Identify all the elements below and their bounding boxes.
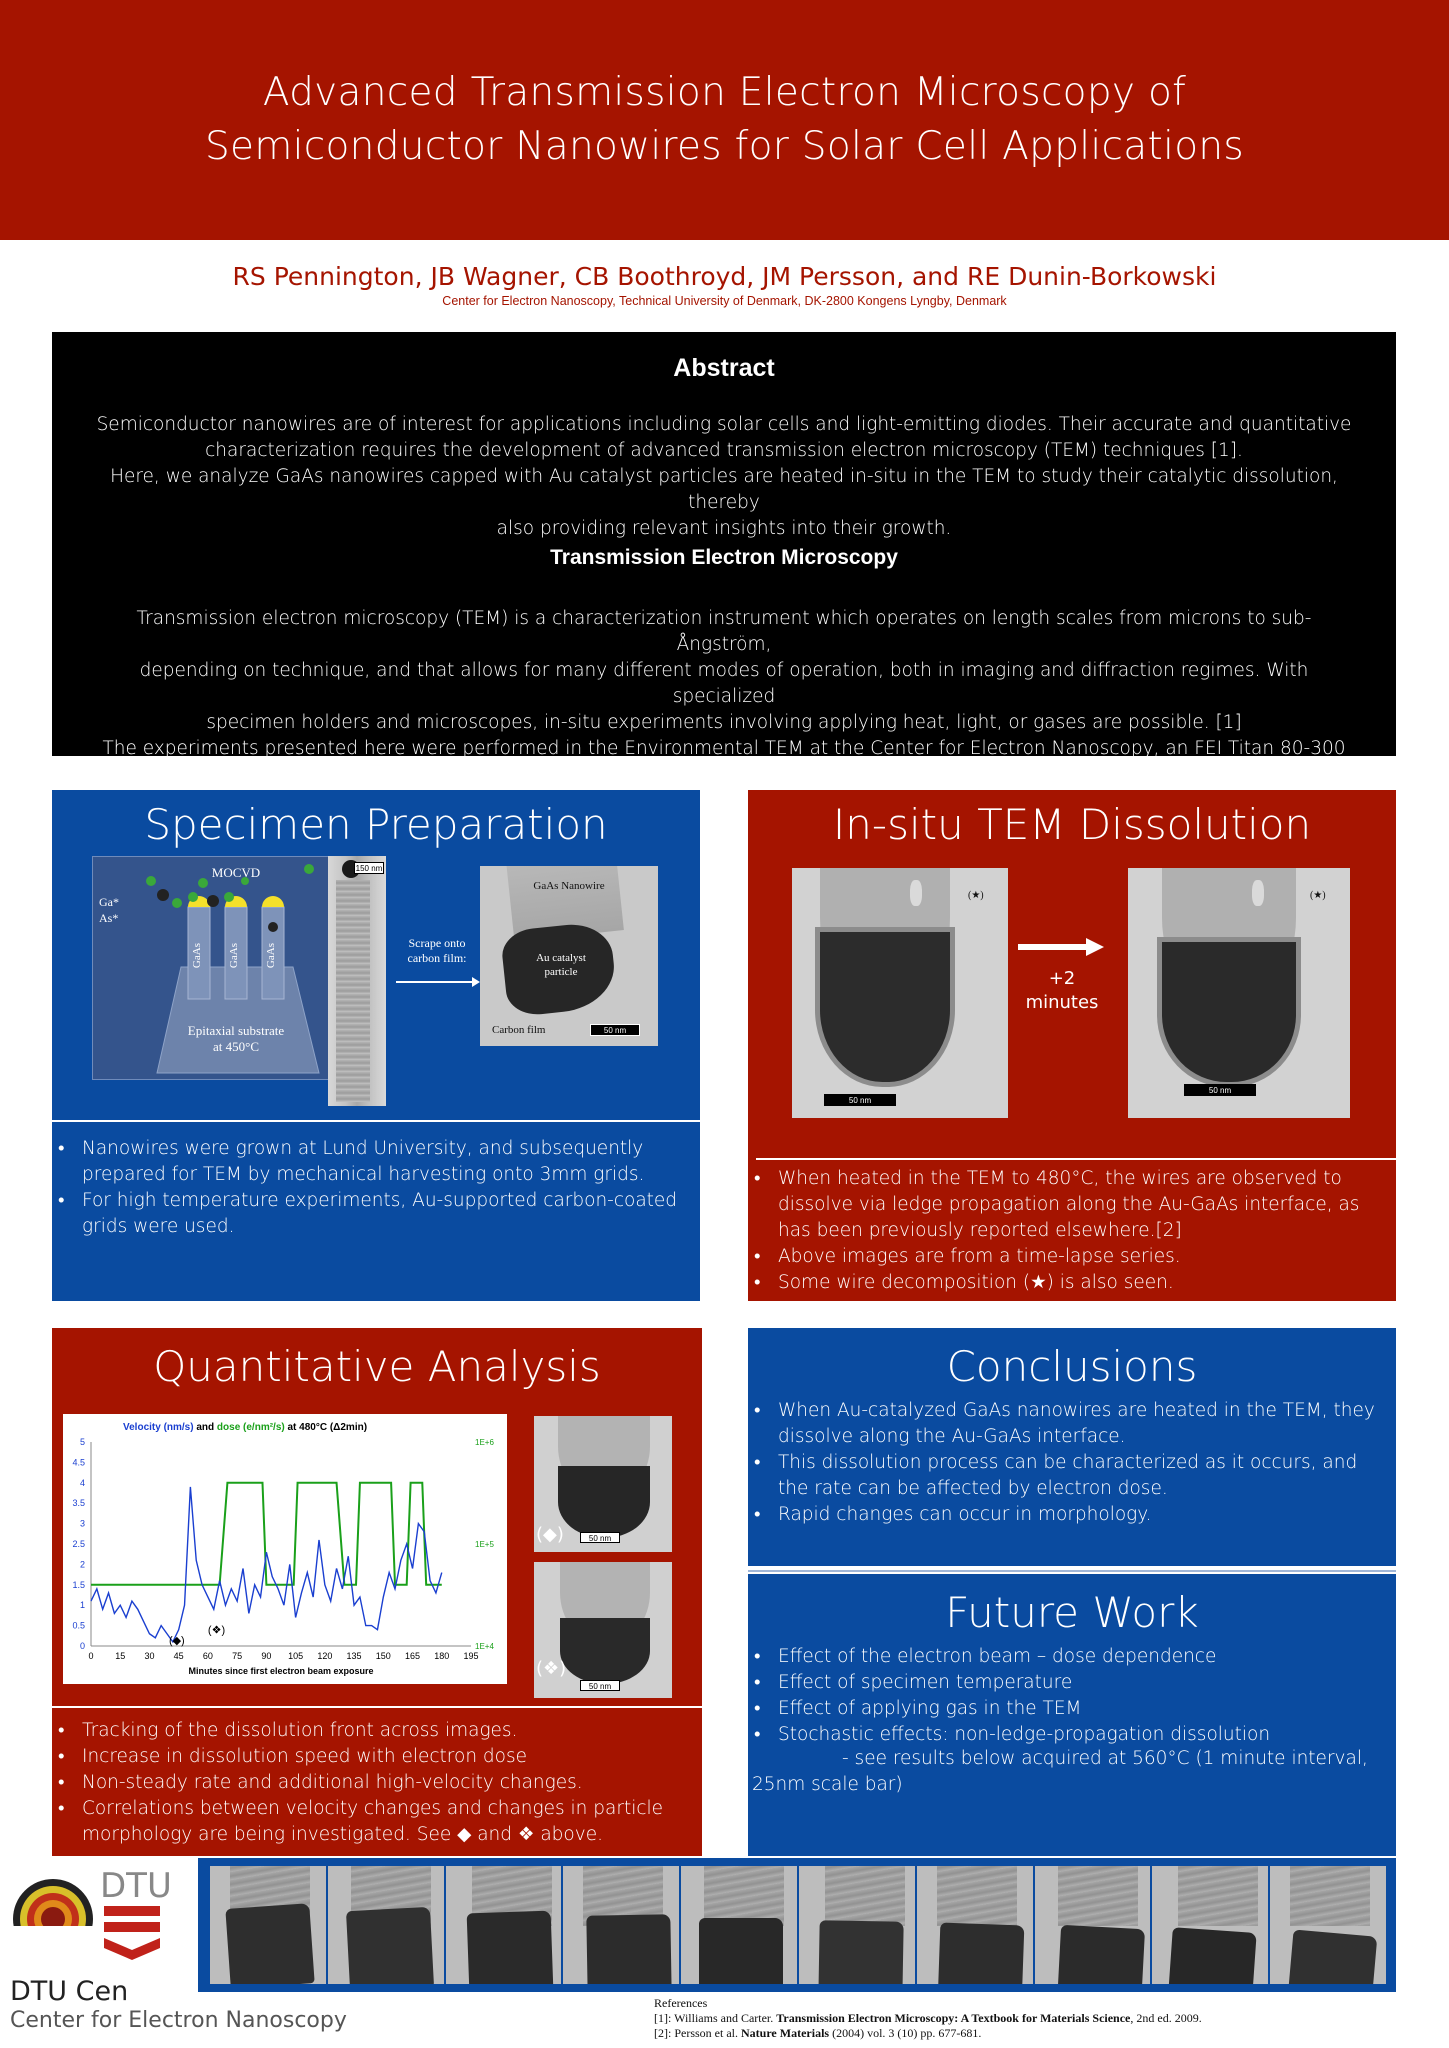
nanowire-body: [336, 880, 370, 1102]
x-tick-label: 150: [375, 1651, 391, 1661]
section-divider: [52, 1120, 700, 1122]
authors: RS Pennington, JB Wagner, CB Boothroyd, JM Persson, and RE Dunin-Borkowski: [232, 262, 1217, 291]
frame-wire: [825, 1866, 905, 1926]
x-tick-label: 90: [261, 1651, 272, 1661]
abstract-line: characterization requires the development of advanced transmission electron microscopy (TEM) techniques [1].: [205, 440, 1243, 461]
x-tick-labels: [88, 1651, 478, 1661]
x-tick-label: 30: [144, 1651, 155, 1661]
au-label-1: Au catalyst: [536, 952, 586, 964]
bullet-item: • Effect of applying gas in the TEM: [748, 1696, 1394, 1722]
references-heading: References: [654, 1996, 708, 2010]
timelapse-frame: [917, 1866, 1033, 1984]
specimen-panel: [52, 790, 700, 1301]
bullet-item: • Tracking of the dissolution front across images.: [52, 1718, 700, 1744]
gaas-wire-label-3: GaAs: [265, 943, 277, 969]
x-tick-label: 120: [317, 1651, 333, 1661]
timelapse-frames: [210, 1866, 1386, 1984]
scale-bar: 50 nm: [824, 1094, 896, 1106]
future-note-2: 25nm scale bar): [752, 1774, 903, 1795]
decomposition-spot: [910, 880, 922, 906]
frame-wire: [1290, 1866, 1370, 1926]
dtu-cen-text: DTU Cen: [10, 1976, 129, 2007]
time-label-1: +2: [1048, 968, 1076, 989]
frame-particle: [466, 1911, 553, 1984]
y-left-tick-label: 1: [79, 1600, 85, 1611]
bullet-item: • Effect of the electron beam – dose dependence: [748, 1644, 1394, 1670]
frame-particle: [1287, 1929, 1378, 1984]
x-tick-label: 60: [202, 1651, 213, 1661]
timelapse-strip: [198, 1858, 1396, 1992]
affiliation: Center for Electron Nanoscopy, Technical University of Denmark, DK-2800 Kongens Lyngby, Denmark: [442, 294, 1007, 308]
insitu-image-after: [1128, 868, 1350, 1118]
dtu-logo-icon: [104, 1906, 160, 1964]
star-marker: (★): [968, 890, 984, 901]
frame-wire: [937, 1866, 1017, 1926]
velocity-dose-chart: [63, 1414, 507, 1684]
x-tick-label: 135: [346, 1651, 362, 1661]
insitu-panel: [748, 790, 1396, 1301]
tem-text: [92, 606, 1356, 788]
frame-particle: [1168, 1927, 1257, 1984]
bullet-item: • Nanowires were grown at Lund University, and subsequently prepared for TEM by mechanical harvesting onto 3mm grids.: [52, 1136, 692, 1188]
chart-title: [123, 1422, 367, 1433]
title-line-2: Semiconductor Nanowires for Solar Cell Applications: [205, 124, 1244, 169]
bullet-item: • Above images are from a time-lapse series.: [748, 1244, 1394, 1270]
gaas-wire-label-2: GaAs: [228, 943, 240, 969]
bullet-item: • This dissolution process can be characterized as it occurs, and the rate can be affected by electron dose.: [748, 1450, 1394, 1502]
conclusions-bullets: [748, 1398, 1394, 1528]
star-marker: (★): [1310, 890, 1326, 901]
frame-particle: [225, 1903, 314, 1984]
insitu-bullets: [748, 1166, 1394, 1296]
au-particle: [560, 1618, 650, 1684]
x-tick-label: 105: [288, 1651, 304, 1661]
y-left-tick-label: 1.5: [72, 1579, 85, 1590]
tem-heading: Transmission Electron Microscopy: [550, 546, 898, 569]
tem-line: The experiments presented here were performed in the Environmental TEM at the Center for Electron Nanoscopy, an FEI Titan 80-300: [102, 738, 1346, 759]
cen-logo-icon: [10, 1876, 96, 1962]
title-line-1: Advanced Transmission Electron Microscopy of: [262, 70, 1187, 115]
gaas-nanowire-label: GaAs Nanowire: [533, 880, 605, 892]
y-right-tick-label: 1E+6: [475, 1438, 494, 1447]
tem-line: operated at 300kV in conventional high-vacuum mode.: [468, 764, 980, 785]
as-label: As*: [99, 911, 119, 925]
bullet-item: • Stochastic effects: non-ledge-propagation dissolution: [748, 1722, 1394, 1748]
abstract-line: Here, we analyze GaAs nanowires capped with Au catalyst particles are heated in-situ in the TEM to study their catalytic dissolution, thereby: [110, 466, 1338, 513]
y-left-tick-label: 0.5: [72, 1620, 85, 1631]
chart-title-velocity: Velocity (nm/s): [123, 1422, 194, 1433]
y-right-tick-labels: [475, 1438, 494, 1651]
quant-title: Quantitative Analysis: [153, 1342, 601, 1391]
timelapse-frame: [563, 1866, 679, 1984]
x-tick-label: 45: [173, 1651, 184, 1661]
section-divider: [52, 1706, 702, 1708]
timelapse-frame: [446, 1866, 562, 1984]
future-title: Future Work: [945, 1588, 1199, 1637]
y-right-tick-label: 1E+5: [475, 1540, 494, 1549]
dtu-logo-text: DTU: [100, 1866, 172, 1906]
chart-axes: [91, 1442, 471, 1646]
scale-bar: 50 nm: [1184, 1084, 1256, 1096]
chart-svg: [63, 1414, 507, 1684]
bullet-item: • For high temperature experiments, Au-supported carbon-coated grids were used.: [52, 1188, 692, 1240]
frame-wire: [1178, 1866, 1258, 1926]
diamond-marker: (◆): [536, 1524, 564, 1545]
bullet-item: • When heated in the TEM to 480°C, the wires are observed to dissolve via ledge propagation along the Au-GaAs interface, as has been previously reported elsewhere.[2]: [748, 1166, 1394, 1244]
frame-wire: [704, 1866, 784, 1926]
quant-bullets: [52, 1718, 700, 1848]
x-tick-label: 75: [232, 1651, 243, 1661]
time-label-2: minutes: [1025, 992, 1099, 1013]
x-tick-label: 195: [463, 1651, 479, 1661]
scrape-label: [397, 936, 477, 966]
abstract-box: [52, 332, 1396, 785]
frame-particle: [1057, 1925, 1145, 1984]
bullet-item: • When Au-catalyzed GaAs nanowires are heated in the TEM, they dissolve along the Au-GaAs interface.: [748, 1398, 1394, 1450]
insitu-image-before: [792, 868, 1008, 1118]
future-bullets: [748, 1644, 1394, 1748]
y-left-tick-label: 2: [79, 1559, 85, 1570]
mocvd-label: MOCVD: [211, 865, 261, 880]
y-left-tick-label: 3.5: [72, 1498, 85, 1509]
timelapse-frame: [799, 1866, 915, 1984]
y-left-tick-label: 5: [79, 1437, 85, 1447]
specimen-title: Specimen Preparation: [144, 800, 608, 849]
y-right-tick-label: 1E+4: [475, 1642, 494, 1651]
frame-particle: [587, 1914, 672, 1984]
abstract-line: also providing relevant insights into their growth.: [496, 518, 952, 539]
timelapse-frame: [1035, 1866, 1151, 1984]
timelapse-frame: [328, 1866, 444, 1984]
frame-particle: [346, 1907, 434, 1984]
x-tick-label: 180: [434, 1651, 450, 1661]
reference-2: [2]: Persson et al. Nature Materials (2004) vol. 3 (10) pp. 677-681.: [654, 2026, 982, 2040]
frame-particle: [937, 1923, 1024, 1984]
timelapse-frame: [681, 1866, 797, 1984]
conclusions-panel: [748, 1328, 1396, 1566]
y-left-tick-label: 2.5: [72, 1539, 85, 1549]
gaas-wire-label-1: GaAs: [191, 943, 203, 969]
y-left-tick-label: 4.5: [72, 1457, 85, 1468]
x-tick-label: 15: [115, 1651, 126, 1661]
series-line-dose: [91, 1483, 442, 1585]
header-banner: [0, 0, 1449, 240]
au-particle-image: [480, 866, 658, 1046]
scrape-label-2: carbon film:: [407, 951, 467, 965]
tem-line: depending on technique, and that allows for many different modes of operation, both in imaging and diffraction regimes. With specialized: [139, 660, 1309, 707]
au-label-2: particle: [544, 966, 578, 978]
abstract-text: [92, 412, 1356, 542]
frame-wire: [1058, 1866, 1138, 1926]
specimen-bullets: [52, 1136, 692, 1240]
tem-line: Transmission electron microscopy (TEM) is a characterization instrument which operates on length scales from microns to sub-Ångström,: [136, 608, 1312, 655]
au-particle: [820, 932, 950, 1082]
frame-particle: [818, 1920, 903, 1984]
time-arrow-icon: [1018, 938, 1104, 956]
nanowire-strip-image: [328, 856, 386, 1106]
timelapse-frame: [210, 1866, 326, 1984]
conclusions-title: Conclusions: [946, 1342, 1198, 1391]
bullet-item: • Rapid changes can occur in morphology.: [748, 1502, 1394, 1528]
future-note-1: - see results below acquired at 560°C (1 minute interval,: [842, 1748, 1368, 1769]
annotation-cross: (❖): [207, 1624, 226, 1637]
au-particle: [558, 1466, 650, 1538]
timelapse-frame: [1152, 1866, 1268, 1984]
bullet-item: • Effect of specimen temperature: [748, 1670, 1394, 1696]
bullet-item: • Non-steady rate and additional high-velocity changes.: [52, 1770, 700, 1796]
scale-bar: 50 nm: [580, 1532, 620, 1543]
chart-title-rest: at 480°C (Δ2min): [287, 1422, 368, 1433]
substrate-label-2: at 450°C: [212, 1039, 259, 1054]
y-left-tick-label: 3: [79, 1518, 85, 1529]
section-divider: [756, 1158, 1396, 1160]
substrate-label-1: Epitaxial substrate: [187, 1023, 285, 1038]
y-left-tick-label: 0: [79, 1641, 85, 1651]
y-left-tick-labels: [72, 1437, 85, 1651]
insitu-title: In-situ TEM Dissolution: [832, 800, 1312, 849]
abstract-line: Semiconductor nanowires are of interest for applications including solar cells and light-emitting diodes. Their accurate and quantitative: [96, 414, 1352, 435]
references: [654, 1996, 1414, 2041]
timelapse-frame: [1270, 1866, 1386, 1984]
y-left-tick-label: 4: [79, 1477, 85, 1488]
chart-title-and: and: [196, 1422, 215, 1433]
chart-title-dose: dose (e/nm²/s): [216, 1422, 285, 1433]
bullet-item: • Increase in dissolution speed with electron dose: [52, 1744, 700, 1770]
bullet-item: • Correlations between velocity changes and changes in particle morphology are being investigated. See ◆ and ❖ above.: [52, 1796, 700, 1848]
cen-full-name: Center for Electron Nanoscopy: [10, 2008, 347, 2033]
ga-label: Ga*: [99, 895, 119, 909]
carbon-film-label: Carbon film: [492, 1024, 546, 1036]
scrape-label-1: Scrape onto: [408, 936, 466, 950]
section-divider: [748, 1570, 1396, 1572]
scale-bar: 150 nm: [355, 864, 383, 873]
bullet-item: • Some wire decomposition (★) is also seen.: [748, 1270, 1394, 1296]
tem-line: specimen holders and microscopes, in-situ experiments involving applying heat, light, or gases are possible. [1]: [206, 712, 1242, 733]
x-tick-label: 165: [405, 1651, 421, 1661]
chart-x-label: Minutes since first electron beam exposure: [188, 1666, 374, 1676]
scrape-arrow-icon: [394, 976, 480, 988]
scale-bar: 50 nm: [580, 1680, 620, 1691]
decomposition-spot: [1252, 880, 1264, 906]
abstract-heading: Abstract: [673, 354, 775, 382]
cross-marker: (❖): [536, 1658, 567, 1679]
x-tick-label: 0: [88, 1651, 94, 1661]
au-particle: [1162, 942, 1296, 1082]
annotation-diamond: (◆): [168, 1634, 185, 1647]
frame-particle: [699, 1918, 783, 1984]
scale-bar: 50 nm: [590, 1024, 640, 1036]
reference-1: [1]: Williams and Carter. Transmission Electron Microscopy: A Textbook for Materials Science, 2nd ed. 2009.: [654, 2011, 1202, 2025]
future-panel: [748, 1574, 1396, 1856]
